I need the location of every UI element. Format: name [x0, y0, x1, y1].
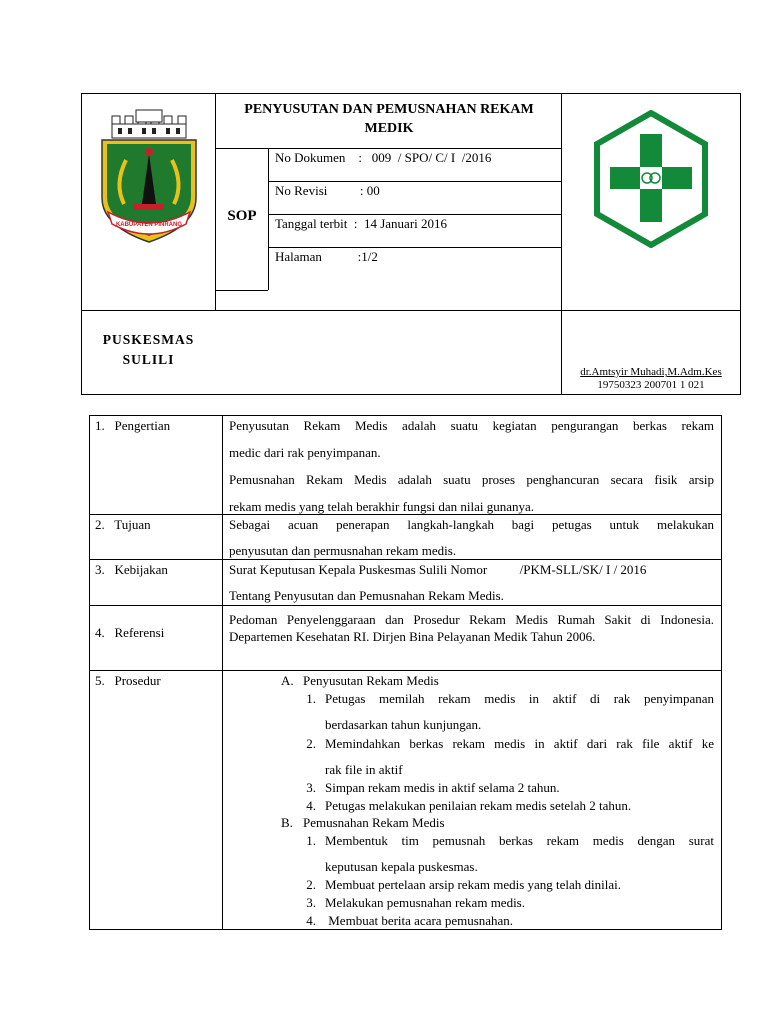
document-title: [216, 100, 562, 138]
section-a-title: Penyusutan Rekam Medis: [303, 673, 439, 688]
tanggal-terbit: Tanggal terbit : 14 Januari 2016: [275, 216, 448, 231]
a1-line-1: Petugas memilah rekam medis in aktif di rak penyimpanan: [325, 691, 714, 706]
svg-text:KABUPATEN PINRANG: KABUPATEN PINRANG: [115, 222, 183, 228]
tujuan-line-2: penyusutan dan permusnahan rekam medis.: [229, 543, 457, 558]
b3-line-1: Melakukan pemusnahan rekam medis.: [325, 895, 525, 910]
a2-line-2: rak file in aktif: [325, 762, 403, 777]
a2-line-1: Memindahkan berkas rekam medis in aktif dari rak file aktif ke: [325, 736, 714, 751]
halaman: Halaman :1/2: [275, 249, 378, 264]
section-a-marker: A.: [281, 673, 294, 688]
a1-number: 1.: [306, 691, 316, 706]
section-b-title: Pemusnahan Rekam Medis: [303, 815, 445, 830]
puskesmas-logo-icon: [592, 110, 710, 248]
b1-number: 1.: [306, 833, 316, 848]
b1-line-2: keputusan kepala puskesmas.: [325, 859, 478, 874]
a3-number: 3.: [306, 780, 316, 795]
row-label-referensi: 4. Referensi: [95, 625, 165, 640]
b4-number: 4.: [306, 913, 316, 928]
signatory-nip: 19750323 200701 1 021: [597, 379, 705, 391]
regency-emblem-icon: [98, 108, 200, 248]
row-label-tujuan: 2. Tujuan: [95, 517, 151, 532]
referensi-text: Pedoman Penyelenggaraan dan Prosedur Rekam Medis Rumah Sakit di Indonesia. Departemen Kesehatan RI. Dirjen Bina Pelayanan Medik Tahun 2006.: [229, 612, 714, 644]
b4-line-1: Membuat berita acara pemusnahan.: [325, 913, 514, 928]
signatory-name: dr.Amtsyir Muhadi,M.Adm.Kes: [580, 366, 722, 378]
a2-number: 2.: [306, 736, 316, 751]
a4-number: 4.: [306, 798, 316, 813]
kebijakan-line-1: Surat Keputusan Kepala Puskesmas Sulili Nomor /PKM-SLL/SK/ I / 2016: [229, 562, 647, 577]
row-label-prosedur: 5. Prosedur: [95, 673, 161, 688]
tujuan-line-1: Sebagai acuan penerapan langkah-langkah bagi petugas untuk melakukan: [229, 517, 714, 532]
org-line-2: SULILI: [122, 352, 175, 367]
title-line-1: PENYUSUTAN DAN PEMUSNAHAN REKAM: [244, 102, 534, 117]
title-line-2: MEDIK: [364, 121, 414, 136]
a4-line-1: Petugas melakukan penilaian rekam medis setelah 2 tahun.: [325, 798, 632, 813]
b2-line-1: Membuat pertelaan arsip rekam medis yang telah dinilai.: [325, 877, 622, 892]
no-dokumen: No Dokumen : 009 / SPO/ C/ I /2016: [275, 150, 492, 165]
row-label-pengertian: 1. Pengertian: [95, 418, 171, 433]
b2-number: 2.: [306, 877, 316, 892]
pengertian-line-4: rekam medis yang telah berakhir fungsi dan nilai gunanya.: [229, 499, 535, 514]
a1-line-2: berdasarkan tahun kunjungan.: [325, 717, 482, 732]
a3-line-1: Simpan rekam medis in aktif selama 2 tahun.: [325, 780, 560, 795]
b3-number: 3.: [306, 895, 316, 910]
sop-label: SOP: [227, 208, 257, 224]
pengertian-line-3: Pemusnahan Rekam Medis adalah suatu proses penghancuran secara fisik arsip: [229, 472, 714, 487]
kebijakan-line-2: Tentang Penyusutan dan Pemusnahan Rekam Medis.: [229, 588, 504, 603]
pengertian-line-2: medic dari rak penyimpanan.: [229, 445, 381, 460]
section-b-marker: B.: [281, 815, 293, 830]
org-line-1: PUSKESMAS: [102, 332, 195, 347]
b1-line-1: Membentuk tim pemusnah berkas rekam medis dengan surat: [325, 833, 714, 848]
pengertian-line-1: Penyusutan Rekam Medis adalah suatu kegiatan pengurangan berkas rekam: [229, 418, 714, 433]
no-revisi: No Revisi : 00: [275, 183, 380, 198]
organization-name: [82, 330, 215, 370]
row-label-kebijakan: 3. Kebijakan: [95, 562, 168, 577]
